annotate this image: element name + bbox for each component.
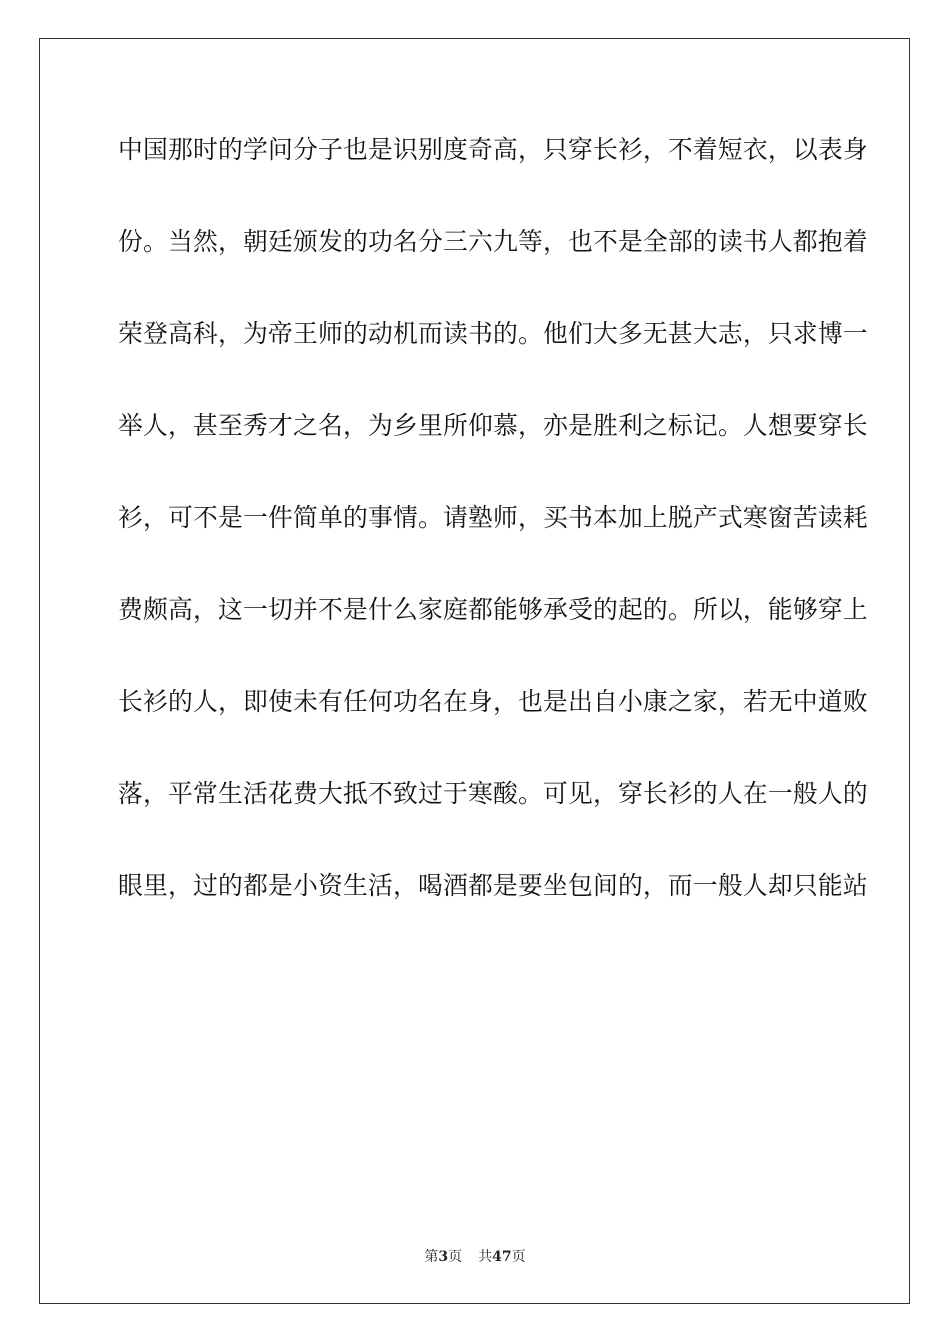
text-line: 中国那时的学问分子也是识别度奇高，只穿长衫，不着短衣，以表身 — [118, 135, 868, 164]
text-line: 长衫的人，即使未有任何功名在身，也是出自小康之家，若无中道败 — [118, 687, 868, 716]
total-pages: 47 — [492, 1249, 512, 1265]
text-line: 眼里，过的都是小资生活，喝酒都是要坐包间的，而一般人却只能站 — [118, 871, 868, 900]
text-line: 举人，甚至秀才之名，为乡里所仰慕，亦是胜利之标记。人想要穿长 — [118, 411, 868, 440]
page-prefix: 第 — [424, 1249, 439, 1265]
text-line: 费颇高，这一切并不是什么家庭都能够承受的起的。所以，能够穿上 — [118, 595, 868, 624]
total-prefix: 共 — [478, 1249, 493, 1265]
text-line: 衫，可不是一件简单的事情。请塾师，买书本加上脱产式寒窗苦读耗 — [118, 503, 868, 532]
total-pages-indicator — [478, 1249, 525, 1265]
text-line: 荣登高科，为帝王师的动机而读书的。他们大多无甚大志，只求博一 — [118, 319, 868, 348]
total-suffix: 页 — [511, 1249, 526, 1265]
page-footer — [0, 1248, 950, 1266]
page-number: 3 — [438, 1249, 449, 1265]
page-indicator — [424, 1249, 462, 1265]
text-line: 落，平常生活花费大抵不致过于寒酸。可见，穿长衫的人在一般人的 — [118, 779, 868, 808]
text-line: 份。当然，朝廷颁发的功名分三六九等，也不是全部的读书人都抱着 — [118, 227, 868, 256]
page-suffix: 页 — [448, 1249, 463, 1265]
body-text — [118, 128, 868, 956]
